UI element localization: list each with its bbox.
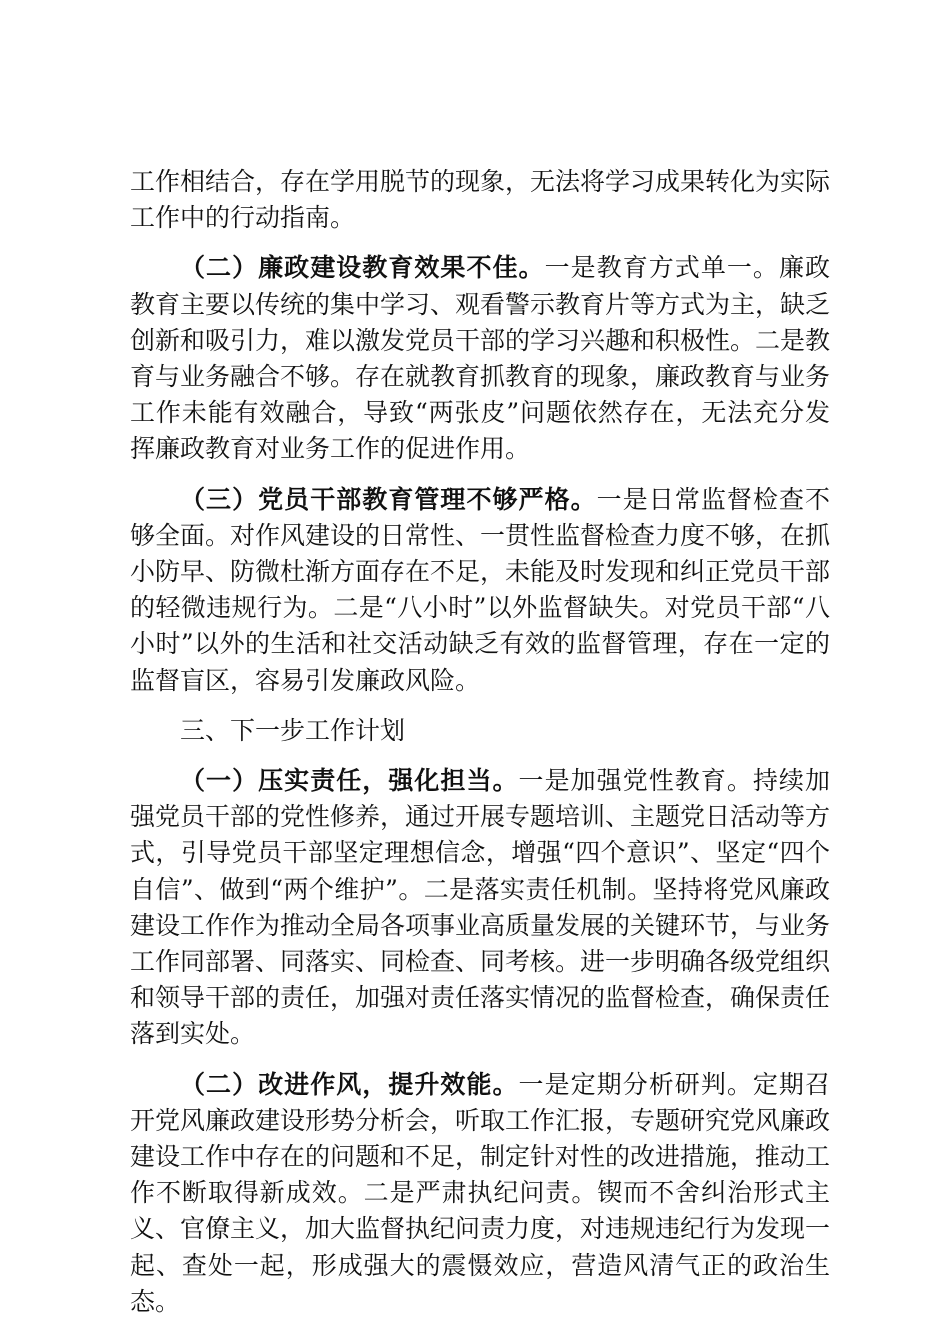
paragraph-lead-heading: （二）改进作风，提升效能。 <box>180 1069 519 1099</box>
paragraph-education-effect <box>130 250 830 467</box>
paragraph-body-text: 一是加强党性教育。持续加强党员干部的党性修养，通过开展专题培训、主题党日活动等方式，引导党员干部坚定理想信念，增强“四个意识”、坚定“四个自信”、做到“两个维护”。二是落实责任机制。坚持将党风廉政建设工作作为推动全局各项事业高质量发展的关键环节，与业务工作同部署、同落实、同检查、同考核。进一步明确各级党组织和领导干部的责任，加强对责任落实情况的监督检查，确保责任落到实处。 <box>130 766 831 1049</box>
paragraph-work-style <box>130 1067 830 1320</box>
paragraph-body-text: 一是日常监督检查不够全面。对作风建设的日常性、一贯性监督检查力度不够，在抓小防早、防微杜渐方面存在不足，未能及时发现和纠正党员干部的轻微违规行为。二是“八小时”以外监督缺失。对党员干部“八小时”以外的生活和社交活动缺乏有效的监督管理，存在一定的监督盲区，容易引发廉政风险。 <box>130 484 831 695</box>
paragraph-management-strictness <box>130 482 830 699</box>
paragraph-lead-heading: （三）党员干部教育管理不够严格。 <box>180 484 597 514</box>
paragraph-lead-heading: （二）廉政建设教育效果不佳。 <box>180 253 545 283</box>
section-heading-next-steps: 三、下一步工作计划 <box>180 715 406 745</box>
intro-continuation-paragraph: 工作相结合，存在学用脱节的现象，无法将学习成果转化为实际工作中的行动指南。 <box>130 167 831 233</box>
paragraph-lead-heading: （一）压实责任，强化担当。 <box>180 766 519 796</box>
paragraph-responsibility <box>130 763 830 1053</box>
document-body <box>130 164 830 1320</box>
paragraph-body-text: 一是教育方式单一。廉政教育主要以传统的集中学习、观看警示教育片等方式为主，缺乏创新和吸引力，难以激发党员干部的学习兴趣和积极性。二是教育与业务融合不够。存在就教育抓教育的现象，廉政教育与业务工作未能有效融合，导致“两张皮”问题依然存在，无法充分发挥廉政教育对业务工作的促进作用。 <box>130 253 831 464</box>
paragraph-body-text: 一是定期分析研判。定期召开党风廉政建设形势分析会，听取工作汇报，专题研究党风廉政建设工作中存在的问题和不足，制定针对性的改进措施，推动工作不断取得新成效。二是严肃执纪问责。锲而不舍纠治形式主义、官僚主义，加大监督执纪问责力度，对违规违纪行为发现一起、查处一起，形成强大的震慑效应，营造风清气正的政治生态。 <box>130 1069 831 1316</box>
